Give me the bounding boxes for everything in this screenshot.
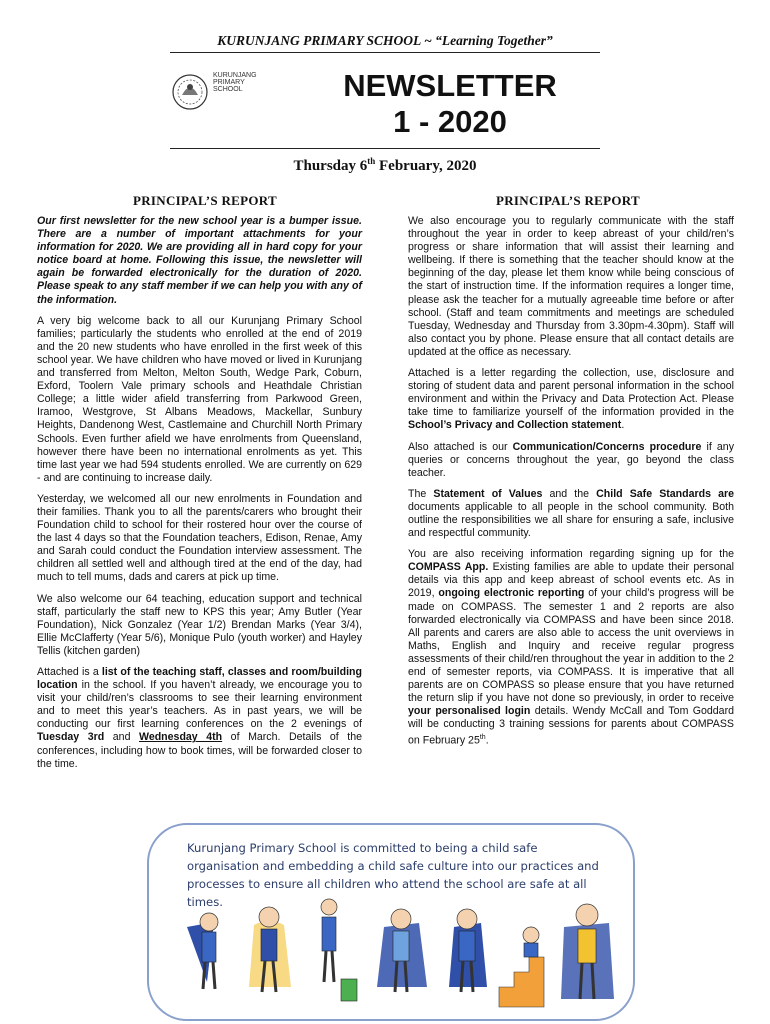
issue-date: Thursday 6th February, 2020: [293, 156, 477, 174]
kid-figure: [561, 904, 614, 999]
child-safe-banner: [147, 823, 635, 1021]
header-rule-bottom: [170, 148, 600, 149]
privacy-paragraph: Attached is a letter regarding the collection, use, disclosure and storing of student data and parent personal information in the school environment and within the Privacy and Data Protection Act. Please take time to familiarize yourself of the information provided in the School’s Privacy and Collection statement.: [408, 367, 734, 432]
values-paragraph: The Statement of Values and the Child Safe Standards are documents applicable to all people in the school community. Both outline the responsibilities we all share for ensuring a safe, inclusive and respectful community.: [408, 487, 735, 540]
communication-paragraph: We also encourage you to regularly communicate with the staff throughout the year in order to keep abreast of your child/ren’s progress or share information that will assist their learning and wellbeing. If there is something that the teacher should know at the beginning of the day, please let them know while being conscious of the start of instruction time. If the information requires a longer time, please ask the teacher for a mutually agreeable time before or after school. (Staff and team commitments and meetings are scheduled Tuesday, Wednesday and Thursday from 3.30pm-4.30pm). Staff will also contact you by phone. Please ensure that all contact details are updated at the office as necessary.: [408, 215, 734, 358]
compass-paragraph: You are also receiving information regarding signing up for the COMPASS App. Existing families are able to update their personal details via this app and keep abreast of school events etc. As in 2019, ongoing electronic reporting of your child’s progress will be made on COMPASS. The semester 1 and 2 reports are also forwarded electronically via COMPASS and have been since 2018. All parents and carers are also able to access the unit overviews in Maths, English and Inquiry and receive regular progress assessments of their child/ren throughout the year in addition to the 2 end of semester reports, via COMPASS. It is imperative that all parents are on COMPASS so please ensure that you have returned the return slip if you have not done so previously, in order to receive your personalised login details. Wendy McCall and Tom Goddard will be conducting 3 training sessions for parents about COMPASS on February 25th.: [408, 548, 734, 747]
kid-figure: [249, 907, 291, 992]
logo-text: KURUNJANG PRIMARY SCHOOL: [213, 72, 257, 93]
header-rule-top: [170, 52, 600, 53]
child-safe-statement: Kurunjang Primary School is committed to being a child safe organisation and embedding a child safe culture into our practices and processes to ensure all children who attend the school are safe at all times.: [187, 841, 599, 909]
right-column: [408, 215, 734, 756]
concerns-paragraph: Also attached is our Communication/Concerns procedure if any queries or concerns throughout the year, go beyond the class teacher.: [408, 440, 734, 479]
stairs-kid-figure: [499, 927, 544, 1007]
kid-figure: [321, 899, 357, 1001]
staff-paragraph: We also welcome our 64 teaching, education support and technical staff, particularly the staff new to KPS this year; Amy Butler (Year Foundation), Nick Gonzalez (Year 1/2) Brendan Marks (Year 3/4), Ellie McClafferty (Year 5/6), Monique Pulo (youth worker) and Hayley Tellis (kitchen garden): [37, 592, 362, 657]
welcome-paragraph: A very big welcome back to all our Kurunjang Primary School families; particularly the students who enrolled at the end of 2019 and the 20 new students who have enrolled in the first week of this school year. We have children who have moved or lived in Kurunjang and transferred from Melton, Melton South, Wedge Park, Coburn, Exford, Toolern Vale primary schools and Heathdale Christian College; a little wider afield transferring from Parkwood Green, Iramoo, Westgrove, St Albans Meadows, Mackellar, Sunbury Heights, Dandenong West, Castlemaine and Churchill North Primary Schools. Even further afield we have enrolments from Queensland, however there have been no international enrolments as yet. This time last year we had 594 students enrolled. We are currently on 629 - and are continuing to increase daily.: [37, 314, 362, 484]
newsletter-title: NEWSLETTER 1 - 2020: [343, 68, 557, 139]
left-column-heading: PRINCIPAL’S REPORT: [133, 193, 277, 208]
right-column-heading: PRINCIPAL’S REPORT: [496, 193, 640, 208]
kid-figure: [187, 913, 218, 989]
foundation-paragraph: Yesterday, we welcomed all our new enrolments in Foundation and their families. Thank you to all the parents/carers who brought their Foundation child to school for their rostered hour over the course of the last 4 days so that the Foundation teachers, Edison, Renae, Amy and Sarah could conduct the Foundation interview assessment. The children all settled well and although tired at the end of the day, had much to tell mums, dads and carers at pick up time.: [37, 492, 362, 584]
kid-figure: [449, 909, 487, 992]
superhero-kids-illustration: [169, 887, 619, 1017]
intro-paragraph: Our first newsletter for the new school year is a bumper issue. There are a number of important attachments for your information for 2020. We are providing all in hard copy for your notice board at home. Following this issue, the newsletter will again be forwarded electronically for the duration of 2020. Please speak to any staff member if we can help you with any of the information.: [37, 215, 362, 306]
kid-figure: [377, 909, 427, 992]
classes-paragraph: Attached is a list of the teaching staff, classes and room/building location in the school. If you haven’t already, we encourage you to visit your child/ren’s classrooms to see their learning environment and to meet this year’s teachers. As in past years, we will be conducting our first learning conferences on the 2 evenings of Tuesday 3rd and Wednesday 4th of March. Details of the conferences, including how to book times, will be forwarded closer to the time.: [37, 666, 363, 770]
school-name-motto: KURUNJANG PRIMARY SCHOOL ~ “Learning Together”: [217, 33, 553, 48]
left-column: [37, 215, 362, 779]
